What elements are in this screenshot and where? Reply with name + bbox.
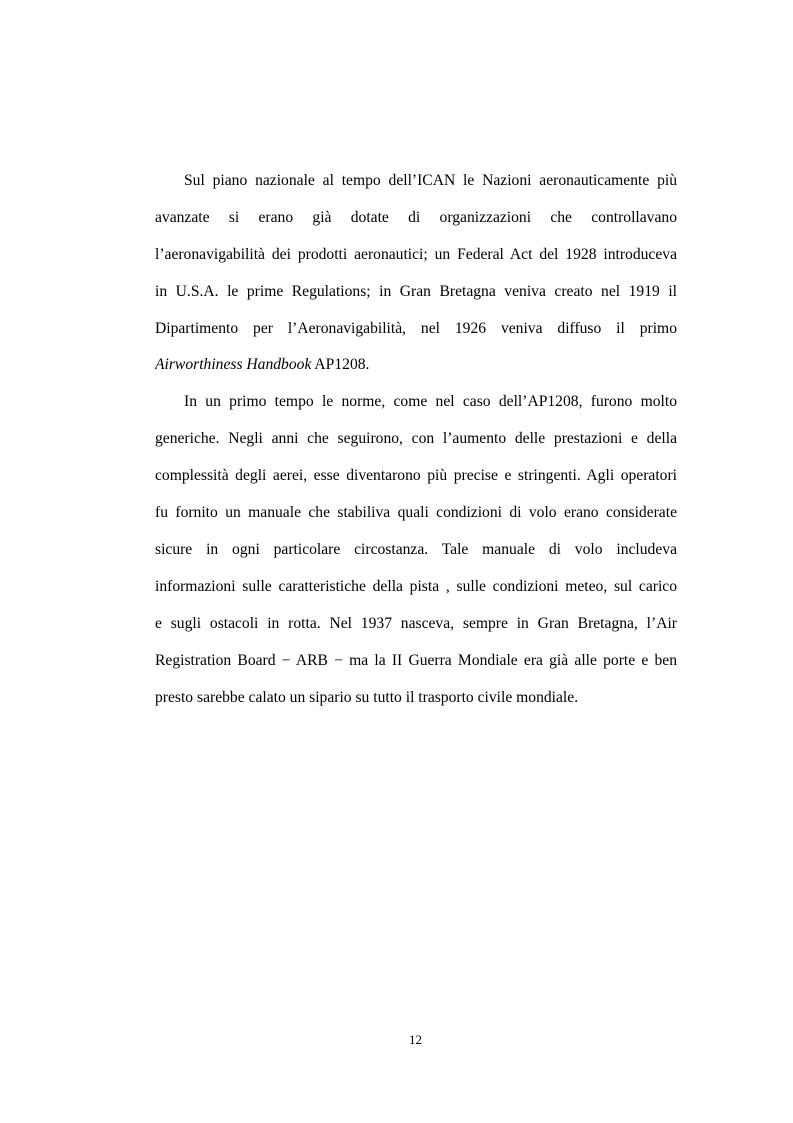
paragraph-line bbox=[155, 429, 677, 449]
paragraph-line bbox=[184, 171, 677, 191]
text-segment: In un primo tempo le norme, come nel caso dell’AP1208, furono molto bbox=[184, 393, 677, 410]
italic-title: Airworthiness Handbook bbox=[155, 356, 312, 373]
paragraph-line bbox=[155, 688, 677, 708]
text-segment: in U.S.A. le prime Regulations; in Gran Bretagna veniva creato nel 1919 il bbox=[155, 283, 677, 300]
text-segment: Sul piano nazionale al tempo dell’ICAN le Nazioni aeronauticamente più bbox=[184, 172, 677, 189]
paragraph-line bbox=[155, 245, 677, 265]
paragraph-line bbox=[155, 503, 677, 523]
paragraph-line bbox=[155, 651, 677, 671]
paragraph-line bbox=[155, 577, 677, 597]
text-segment: sicure in ogni particolare circostanza. Tale manuale di volo includeva bbox=[155, 541, 677, 558]
paragraph-line bbox=[155, 208, 677, 228]
text-segment: informazioni sulle caratteristiche della pista , sulle condizioni meteo, sul carico bbox=[155, 578, 677, 595]
page-number: 12 bbox=[409, 1032, 422, 1047]
text-segment: avanzate si erano già dotate di organizzazioni che controllavano bbox=[155, 209, 677, 226]
text-segment: generiche. Negli anni che seguirono, con l’aumento delle prestazioni e della bbox=[155, 430, 677, 447]
paragraph-line bbox=[155, 540, 677, 560]
text-segment: presto sarebbe calato un sipario su tutto il trasporto civile mondiale. bbox=[155, 689, 579, 706]
text-segment: complessità degli aerei, esse diventarono più precise e stringenti. Agli operatori bbox=[155, 467, 677, 484]
text-segment: fu fornito un manuale che stabiliva quali condizioni di volo erano considerate bbox=[155, 504, 677, 521]
paragraph-line bbox=[184, 392, 677, 412]
paragraph-line bbox=[155, 319, 677, 339]
text-segment: Registration Board − ARB − ma la II Guerra Mondiale era già alle porte e ben bbox=[155, 652, 677, 669]
text-segment: AP1208. bbox=[311, 356, 370, 373]
paragraph-line bbox=[155, 466, 677, 486]
paragraph-line bbox=[155, 614, 677, 634]
paragraph-line bbox=[155, 282, 677, 302]
text-segment: l’aeronavigabilità dei prodotti aeronautici; un Federal Act del 1928 introduceva bbox=[155, 246, 677, 263]
paragraph-line bbox=[155, 355, 677, 375]
text-segment: Dipartimento per l’Aeronavigabilità, nel 1926 veniva diffuso il primo bbox=[155, 320, 677, 337]
text-segment: e sugli ostacoli in rotta. Nel 1937 nasceva, sempre in Gran Bretagna, l’Air bbox=[155, 615, 677, 632]
